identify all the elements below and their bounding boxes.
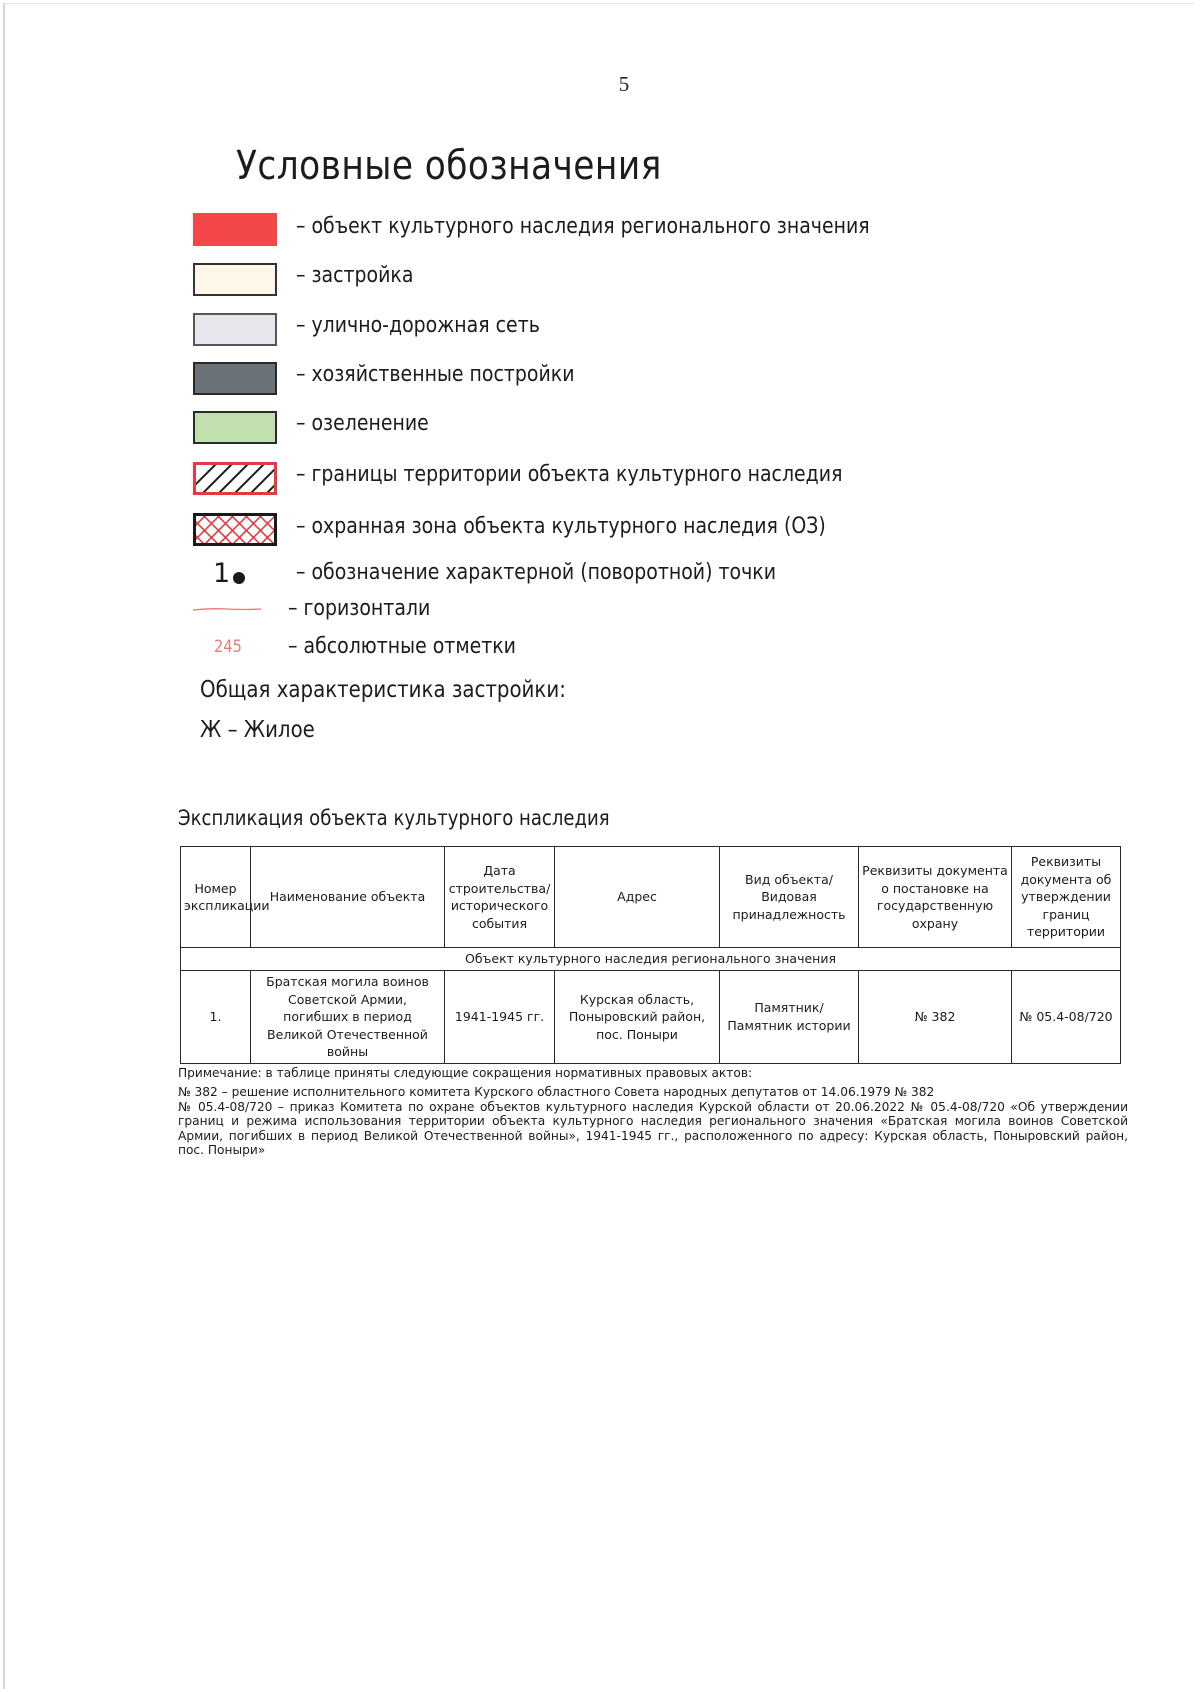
- header-name: Наименование объекта: [251, 847, 445, 948]
- legend-label-greenery: – озеленение: [296, 411, 429, 436]
- page-number: 5: [618, 72, 630, 96]
- note-382: № 382 – решение исполнительного комитета Курского областного Совета народных депутатов от 14.06.1979 № 382: [178, 1085, 935, 1100]
- cell-boundary-doc: № 05.4-08/720: [1012, 971, 1121, 1064]
- legend-label-buildings: – застройка: [296, 263, 414, 288]
- header-number: Номер экспликации: [181, 847, 251, 948]
- header-type: Вид объекта/Видовая принадлежность: [720, 847, 859, 948]
- territory-boundary-swatch: [193, 462, 277, 495]
- protection-zone-swatch: [193, 513, 277, 546]
- buildings-swatch: [193, 263, 277, 296]
- explication-table: [180, 846, 1121, 1064]
- legend-label-turning-point: – обозначение характерной (поворотной) точки: [296, 560, 777, 585]
- heritage-object-swatch: [193, 213, 277, 246]
- legend-label-protection-zone: – охранная зона объекта культурного наследия (ОЗ): [296, 514, 826, 539]
- header-protection-doc: Реквизиты документа о постановке на государственную охрану: [859, 847, 1012, 948]
- cell-name: Братская могила воинов Советской Армии, погибших в период Великой Отечественной войны: [251, 971, 445, 1064]
- greenery-swatch: [193, 411, 277, 444]
- section-label: Объект культурного наследия регионального значения: [181, 948, 1121, 971]
- point-number: 1: [213, 558, 231, 589]
- legend-label-territory-boundary: – границы территории объекта культурного наследия: [296, 462, 843, 487]
- note-05-4-08-720: № 05.4-08/720 – приказ Комитета по охране объектов культурного наследия Курской области от 20.06.2022 № 05.4-08/720 «Об утверждении границ и режима использования территории объекта культурного наследия регионального значения «Братская могила воинов Советской Армии, погибших в период Великой Отечественной войны», 1941-1945 гг., расположенного по адресу: Курская область, Поныровский район, пос. Поныри»: [178, 1099, 1128, 1157]
- legend-label-contours: – горизонтали: [288, 596, 431, 621]
- header-date: Дата строительства/исторического события: [445, 847, 555, 948]
- legend-label-heritage-object: – объект культурного наследия регионального значения: [296, 214, 870, 239]
- legend-label-road-network: – улично-дорожная сеть: [296, 313, 540, 338]
- cell-date: 1941-1945 гг.: [445, 971, 555, 1064]
- building-characteristics-heading: Общая характеристика застройки:: [200, 677, 566, 703]
- header-boundary-doc: Реквизиты документа об утверждении границ территории: [1012, 847, 1121, 948]
- elevation-sample: 245: [214, 637, 242, 657]
- table-section-row: [181, 948, 1121, 971]
- table-header-row: [181, 847, 1121, 948]
- cell-protection-doc: № 382: [859, 971, 1012, 1064]
- notes: [178, 1066, 1128, 1157]
- legend-title: Условные обозначения: [236, 143, 662, 189]
- road-network-swatch: [193, 313, 277, 346]
- building-type-residential: Ж – Жилое: [200, 717, 315, 743]
- cell-number: 1.: [181, 971, 251, 1064]
- table-row: [181, 971, 1121, 1064]
- cell-address: Курская область, Поныровский район, пос. Поныри: [555, 971, 720, 1064]
- header-address: Адрес: [555, 847, 720, 948]
- cell-type: Памятник/Памятник истории: [720, 971, 859, 1064]
- outbuildings-swatch: [193, 362, 277, 395]
- contour-line-icon: [193, 606, 261, 612]
- legend-label-elevations: – абсолютные отметки: [288, 634, 516, 659]
- explication-title: Экспликация объекта культурного наследия: [178, 806, 610, 830]
- notes-intro: Примечание: в таблице приняты следующие сокращения нормативных правовых актов:: [178, 1066, 753, 1080]
- legend-label-outbuildings: – хозяйственные постройки: [296, 362, 575, 387]
- turning-point-icon: [233, 572, 245, 584]
